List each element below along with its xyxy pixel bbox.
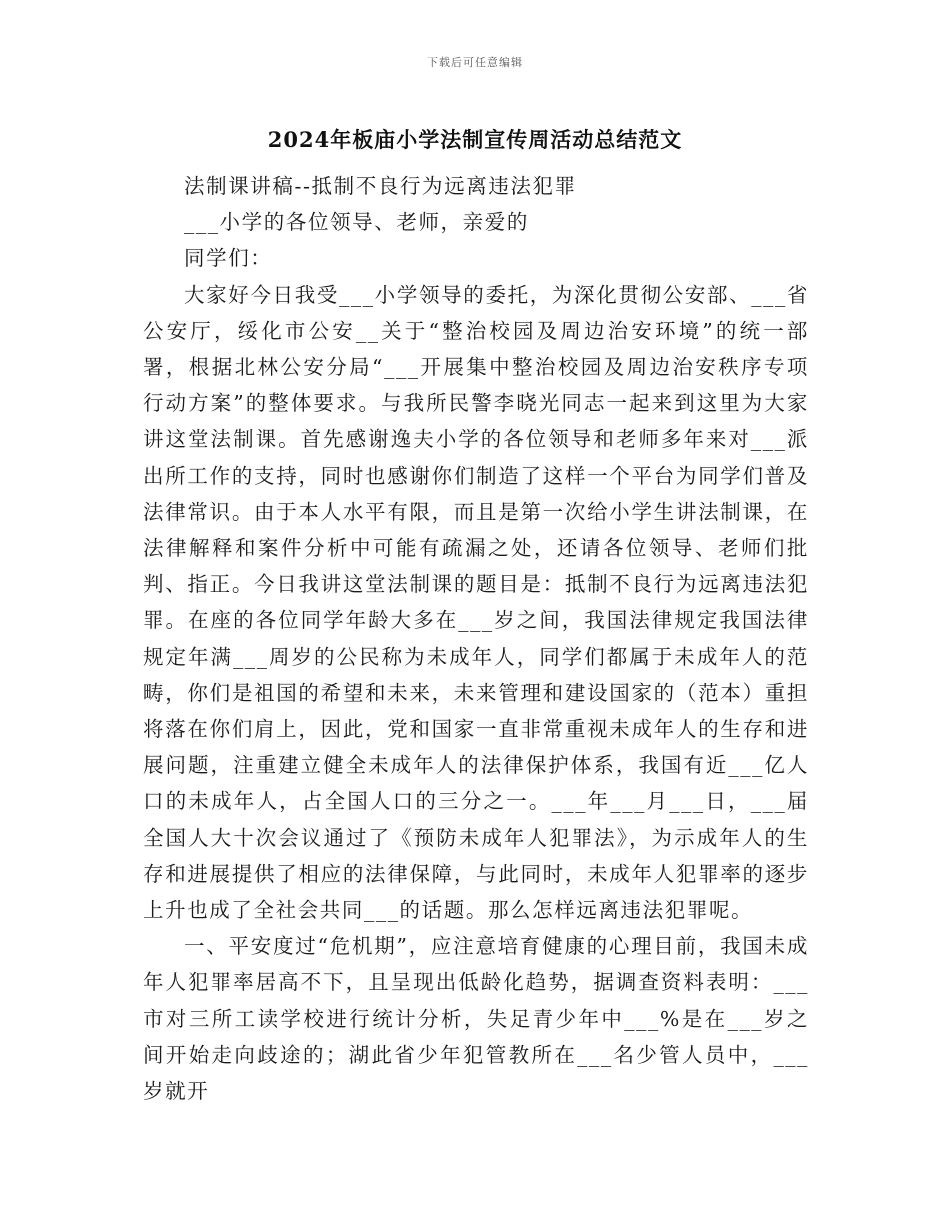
document-title: 2024年板庙小学法制宣传周活动总结范文 xyxy=(267,127,683,152)
paragraph-subtitle: 法制课讲稿--抵制不良行为远离违法犯罪 xyxy=(184,174,577,198)
paragraph-body: 大家好今日我受___小学领导的委托，为深化贯彻公安部、___省公安厅，绥化市公安__关于“整治校园及周边治安环境”的统一部署，根据北林公安分局“___开展集中整治校园及周边治安秩序专项行动方案”的整体要求。与我所民警李晓光同志一起来到这里为大家讲这堂法制课。首先感谢逸夫小学的各位领导和老师多年来对___派出所工作的支持，同时也感谢你们制造了这样一个平台为同学们普及法律常识。由于本人水平有限，而且是第一次给小学生讲法制课，在法律解释和案件分析中可能有疏漏之处，还请各位领导、老师们批判、指正。今日我讲这堂法制课的题目是：抵制不良行为远离违法犯罪。在座的各位同学年龄大多在___岁之间，我国法律规定我国法律规定年满___周岁的公民称为未成年人，同学们都属于未成年人的范畴，你们是祖国的希望和未来，未来管理和建设国家的（范本）重担将落在你们肩上，因此，党和国家一直非常重视未成年人的生存和进展问题，注重建立健全未成年人的法律保护体系，我国有近___亿人口的未成年人，占全国人口的三分之一。___年___月___日，___届全国人大十次会议通过了《预防未成年人犯罪法》，为示成年人的生存和进展提供了相应的法律保障，与此同时，未成年人犯罪率的逐步上升也成了全社会共同___的话题。那么怎样远离违法犯罪呢。 xyxy=(143,282,809,923)
header-note: 下载后可任意编辑 xyxy=(427,56,523,69)
document-body xyxy=(143,168,809,1109)
paragraph-salutation: ___小学的各位领导、老师，亲爱的 xyxy=(184,210,529,235)
paragraph-section-1: 一、平安度过“危机期”，应注意培育健康的心理目前，我国未成年人犯罪率居高不下，且呈现出低龄化趋势，据调查资料表明：___市对三所工读学校进行统计分析，失足青少年中___%是在___岁之间开始走向歧途的；湖此省少年犯管教所在___名少管人员中，___岁就开 xyxy=(143,934,809,1104)
paragraph-salutation-cont: 同学们： xyxy=(184,246,273,271)
